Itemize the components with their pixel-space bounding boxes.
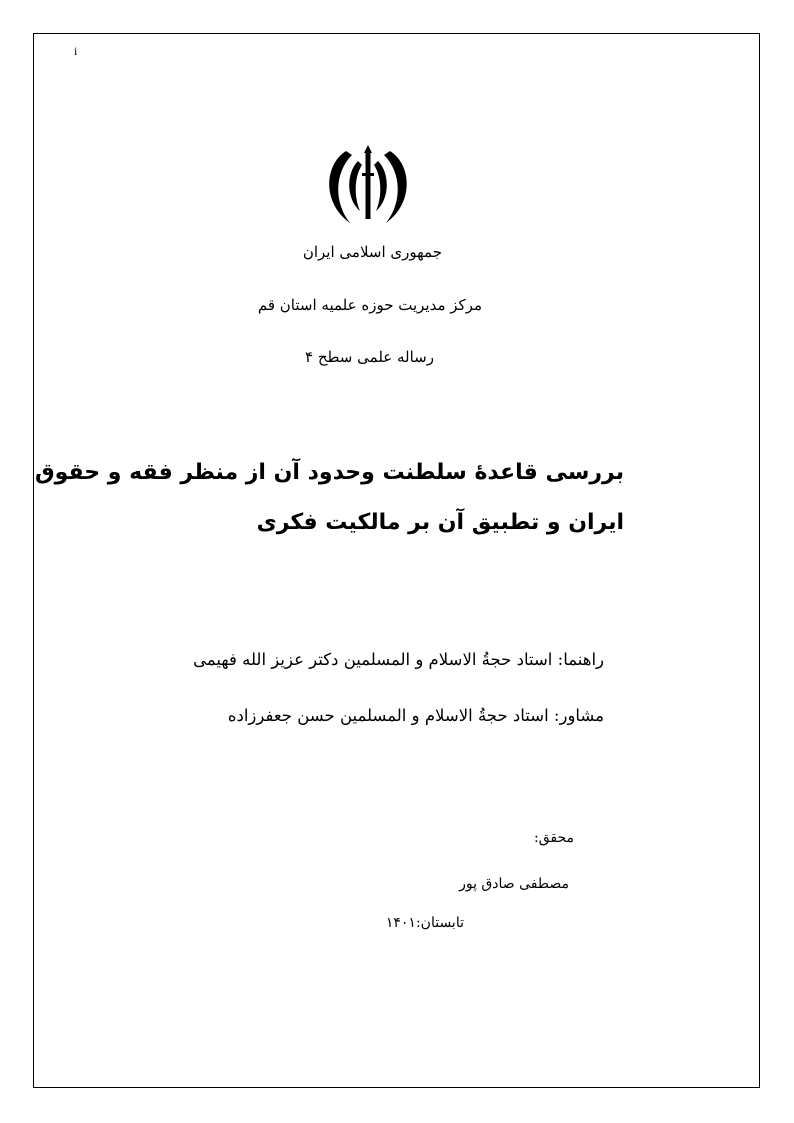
page-number: i [74,44,78,58]
country-name: جمهوری اسلامی ایران [302,243,442,261]
center-name: مرکز مدیریت حوزه علمیه استان قم [257,296,482,314]
thesis-level: رساله علمی سطح ۴ [304,348,434,366]
thesis-title-line-2: ایران و تطبیق آن بر مالکیت فکری [256,510,624,535]
researcher-name: مصطفی صادق پور [459,876,569,892]
advisor-line: راهنما: استاد حجةُ الاسلام و المسلمین دکتر عزیز الله فهیمی [193,650,604,669]
consultant-line: مشاور: استاد حجةُ الاسلام و المسلمین حسن جعفرزاده [227,706,604,725]
thesis-title-line-1: بررسی قاعدهٔ سلطنت وحدود آن از منظر فقه و حقوق [35,460,624,485]
date-line: تابستان:۱۴۰۱ [385,915,464,931]
researcher-label: محقق: [533,830,574,846]
iran-emblem-icon [320,143,416,229]
